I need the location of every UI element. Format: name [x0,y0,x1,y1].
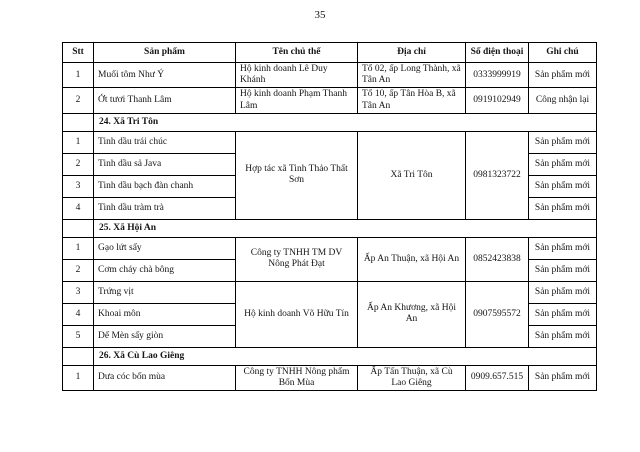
cell-note: Sản phẩm mới [529,325,597,347]
cell-note: Sản phẩm mới [529,197,597,219]
cell-stt-empty [63,219,94,237]
cell-stt: 1 [63,237,94,259]
cell-note: Công nhận lại [529,88,597,113]
cell-address: Ấp Tấn Thuận, xã Cù Lao Giêng [358,365,466,390]
cell-owner: Hộ kinh doanh Võ Hữu Tín [236,281,358,347]
cell-note: Sản phẩm mới [529,63,597,88]
cell-stt-empty [63,113,94,131]
cell-stt: 4 [63,303,94,325]
cell-product: Tinh dầu bạch đàn chanh [94,175,236,197]
cell-note: Sản phẩm mới [529,175,597,197]
cell-owner: Công ty TNHH Nông phẩm Bốn Mùa [236,365,358,390]
column-header-stt: Stt [63,43,94,63]
cell-address: Ấp An Thuận, xã Hội An [358,237,466,281]
cell-phone: 0907595572 [466,281,529,347]
cell-address: Ấp An Khương, xã Hội An [358,281,466,347]
section-title: 25. Xã Hội An [94,219,597,237]
cell-note: Sản phẩm mới [529,131,597,153]
table-row [63,365,597,390]
cell-stt: 1 [63,131,94,153]
cell-address: Tổ 02, ấp Long Thành, xã Tân An [358,63,466,88]
table-row [63,281,597,303]
cell-stt: 2 [63,88,94,113]
cell-product: Dế Mèn sấy giòn [94,325,236,347]
cell-stt: 3 [63,281,94,303]
cell-note: Sản phẩm mới [529,237,597,259]
column-header-address: Địa chỉ [358,43,466,63]
table-header-row [63,43,597,63]
cell-stt: 1 [63,63,94,88]
section-title: 24. Xã Tri Tôn [94,113,597,131]
cell-address: Xã Tri Tôn [358,131,466,219]
cell-note: Sản phẩm mới [529,281,597,303]
cell-product: Trứng vịt [94,281,236,303]
cell-phone: 0909.657.515 [466,365,529,390]
cell-stt-empty [63,347,94,365]
cell-product: Tinh dầu sả Java [94,153,236,175]
column-header-owner: Tên chủ thể [236,43,358,63]
column-header-product: Sản phẩm [94,43,236,63]
cell-product: Tinh dầu tràm trà [94,197,236,219]
table-row [63,88,597,113]
cell-product: Gạo lứt sấy [94,237,236,259]
table-row [63,131,597,153]
cell-address: Tổ 10, ấp Tân Hòa B, xã Tân An [358,88,466,113]
cell-note: Sản phẩm mới [529,153,597,175]
section-title: 26. Xã Cù Lao Giêng [94,347,597,365]
cell-stt: 3 [63,175,94,197]
cell-owner: Hợp tác xã Tinh Thảo Thất Sơn [236,131,358,219]
page-number: 35 [314,9,326,21]
column-header-note: Ghi chú [529,43,597,63]
cell-note: Sản phẩm mới [529,365,597,390]
cell-stt: 1 [63,365,94,390]
cell-phone: 0333999919 [466,63,529,88]
section-row [63,347,597,365]
column-header-phone: Số điện thoại [466,43,529,63]
section-row [63,113,597,131]
cell-phone: 0981323722 [466,131,529,219]
cell-product: Cơm cháy chà bông [94,259,236,281]
cell-note: Sản phẩm mới [529,259,597,281]
section-row [63,219,597,237]
product-table [62,42,597,391]
cell-owner: Hộ kinh doanh Lê Duy Khánh [236,63,358,88]
cell-stt: 5 [63,325,94,347]
cell-stt: 2 [63,259,94,281]
cell-product: Khoai môn [94,303,236,325]
cell-owner: Công ty TNHH TM DV Nông Phát Đạt [236,237,358,281]
cell-product: Ớt tươi Thanh Lâm [94,88,236,113]
cell-note: Sản phẩm mới [529,303,597,325]
table-row [63,63,597,88]
cell-stt: 4 [63,197,94,219]
cell-phone: 0919102949 [466,88,529,113]
cell-product: Dưa cóc bốn mùa [94,365,236,390]
cell-product: Muối tôm Như Ý [94,63,236,88]
cell-phone: 0852423838 [466,237,529,281]
table-row [63,237,597,259]
cell-owner: Hộ kinh doanh Phạm Thanh Lâm [236,88,358,113]
cell-product: Tinh dầu trái chúc [94,131,236,153]
cell-stt: 2 [63,153,94,175]
